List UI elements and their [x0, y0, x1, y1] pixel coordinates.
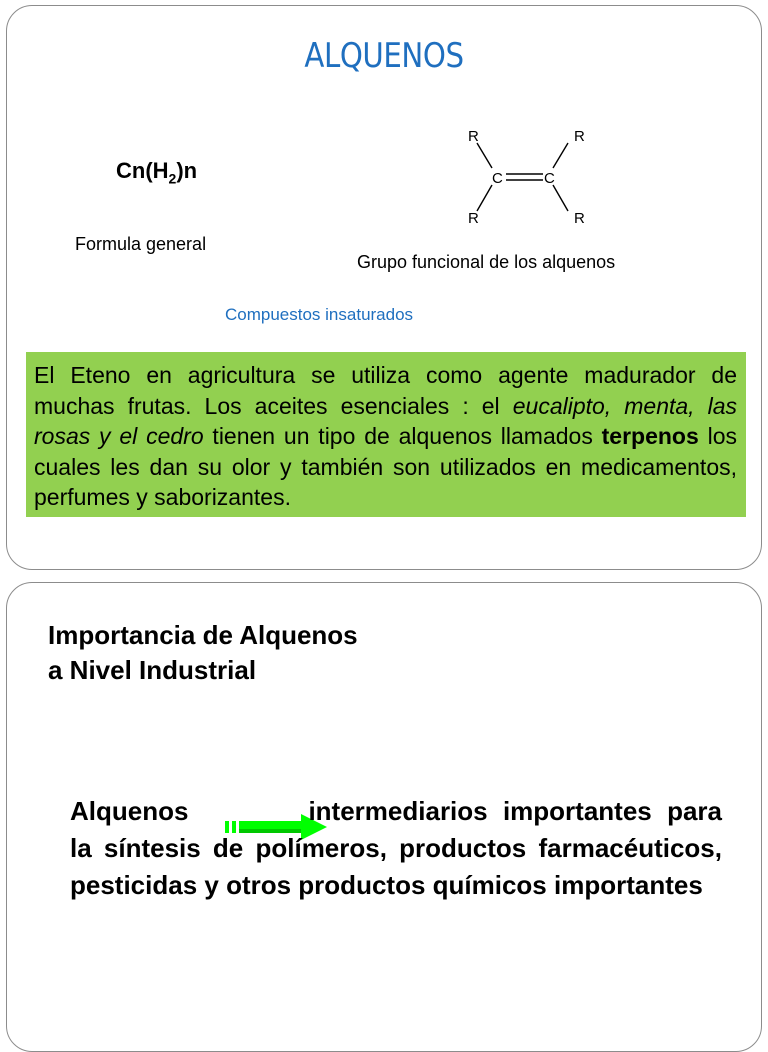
importance-paragraph: [70, 793, 722, 904]
atom-r: R: [468, 210, 479, 227]
paragraph-bold: terpenos: [601, 423, 699, 449]
atom-r: R: [574, 128, 585, 145]
heading-line: a Nivel Industrial: [48, 655, 257, 685]
paragraph-text: El Eteno en agricultura se utiliza como agente madurador de muchas frutas. Los aceites esenciales : el: [34, 362, 737, 419]
heading-line: Importancia de Alquenos: [48, 620, 358, 650]
bond-line: [553, 143, 568, 168]
bond-line: [477, 143, 492, 168]
importance-text: intermediarios importantes para la síntesis de polímeros, productos farmacéuticos, pesticidas y otros productos químicos importantes: [70, 796, 722, 900]
bond-line: [477, 185, 492, 211]
general-formula: [116, 158, 197, 186]
functional-group-label: Grupo funcional de los alquenos: [357, 252, 616, 272]
slide-alquenos: [6, 5, 762, 570]
slide-importancia: [6, 582, 762, 1052]
atom-r: R: [574, 210, 585, 227]
lead-word: Alquenos: [70, 796, 189, 826]
atom-r: R: [468, 128, 479, 145]
slide-heading: [48, 618, 358, 688]
slide-title: ALQUENOS: [304, 36, 464, 76]
formula-subscript: 2: [168, 170, 177, 187]
formula-label: Formula general: [75, 234, 207, 254]
formula-prefix: Cn(H: [116, 158, 169, 183]
formula-suffix: )n: [176, 158, 198, 183]
bond-line: [553, 185, 568, 211]
atom-c: C: [492, 170, 503, 187]
info-box: [26, 352, 746, 517]
unsaturated-label: Compuestos insaturados: [225, 305, 414, 324]
paragraph-text: los cuales les dan su olor y también son utilizados en medicamentos, perfumes y saborizantes.: [34, 423, 737, 510]
paragraph-italic: eucalipto, menta, las rosas y el cedro: [34, 392, 738, 449]
atom-c: C: [544, 170, 555, 187]
alkene-structure-diagram: [455, 119, 595, 229]
paragraph-text: tienen un tipo de alquenos llamados: [203, 423, 602, 449]
